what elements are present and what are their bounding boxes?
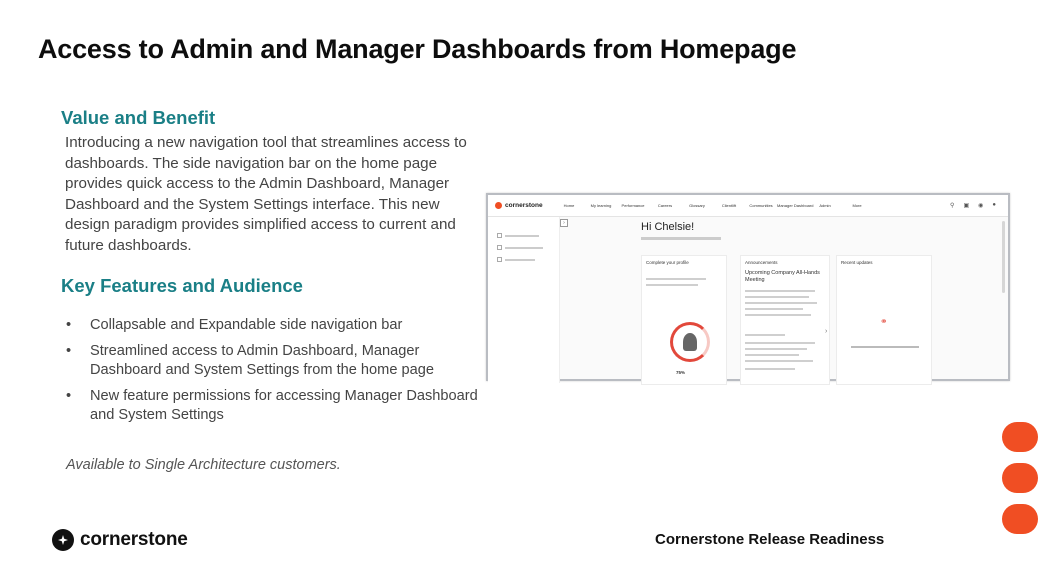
nav-item: Communities bbox=[749, 203, 773, 208]
nav-item: Clientlift bbox=[721, 203, 737, 208]
side-nav-item bbox=[497, 245, 543, 250]
bell-icon: ◉ bbox=[978, 203, 984, 209]
text-line bbox=[745, 302, 817, 304]
recent-updates-title: Recent updates bbox=[841, 260, 873, 265]
slide-title: Access to Admin and Manager Dashboards from Homepage bbox=[38, 34, 797, 64]
bullet-icon: • bbox=[66, 342, 72, 359]
recent-updates-text bbox=[851, 346, 919, 348]
list-item bbox=[66, 316, 486, 336]
side-nav-item-icon bbox=[497, 245, 502, 250]
side-nav-item bbox=[497, 257, 535, 262]
side-nav-item-icon bbox=[497, 257, 502, 262]
screenshot-brand-text: cornerstone bbox=[505, 202, 543, 209]
screenshot-greeting: Hi Chelsie! bbox=[641, 221, 695, 233]
cornerstone-logo-icon bbox=[52, 529, 74, 551]
screenshot-header-icons bbox=[950, 202, 996, 209]
text-line bbox=[745, 308, 803, 310]
nav-item: Glossary bbox=[689, 203, 705, 208]
text-line bbox=[745, 348, 807, 350]
nav-item: My learning bbox=[590, 203, 612, 208]
recent-updates-card bbox=[836, 255, 932, 385]
logo-text: cornerstone bbox=[80, 529, 188, 550]
side-nav-item bbox=[497, 233, 539, 238]
feature-text: Streamlined access to Admin Dashboard, Manager Dashboard and System Settings from the home page bbox=[90, 342, 434, 378]
scrollbar bbox=[1002, 221, 1005, 293]
screenshot-nav bbox=[553, 203, 873, 208]
search-icon: ⚲ bbox=[950, 203, 955, 209]
nav-item: Performance bbox=[621, 203, 645, 208]
decorative-dot bbox=[1002, 463, 1038, 493]
nav-item: Home bbox=[563, 203, 575, 208]
bullet-icon: • bbox=[66, 317, 72, 333]
cornerstone-logo bbox=[52, 529, 188, 551]
screenshot-logo bbox=[495, 202, 553, 209]
logo-mark-icon bbox=[495, 202, 502, 209]
text-line bbox=[745, 360, 813, 362]
screenshot-top-bar bbox=[488, 195, 1008, 217]
bullet-icon: • bbox=[66, 387, 72, 404]
cart-icon: ▣ bbox=[963, 203, 970, 209]
text-line bbox=[745, 290, 815, 292]
value-benefit-heading: Value and Benefit bbox=[61, 107, 216, 128]
text-line bbox=[745, 354, 799, 356]
nav-item: Admin bbox=[819, 203, 831, 208]
list-item bbox=[66, 387, 486, 426]
feature-text: New feature permissions for accessing Manager Dashboard and System Settings bbox=[90, 387, 478, 423]
profile-card bbox=[641, 255, 727, 385]
side-nav-item-icon bbox=[497, 233, 502, 238]
screenshot-subtext bbox=[641, 237, 721, 240]
announcements-card bbox=[740, 255, 830, 385]
nav-item: More bbox=[852, 203, 862, 208]
list-item bbox=[66, 342, 486, 381]
text-line bbox=[745, 296, 809, 298]
trophy-icon: ⚭ bbox=[880, 316, 888, 326]
availability-note: Available to Single Architecture customers. bbox=[66, 457, 341, 473]
feature-text: Collapsable and Expandable side navigation bar bbox=[90, 317, 403, 333]
nav-item: Manager Dashboard bbox=[777, 203, 814, 208]
text-line bbox=[745, 334, 785, 336]
chevron-right-icon: › bbox=[825, 328, 828, 335]
screenshot-side-nav bbox=[488, 217, 560, 383]
text-line bbox=[745, 368, 795, 370]
feature-list bbox=[66, 316, 486, 432]
collapse-toggle-icon: › bbox=[560, 219, 568, 227]
profile-percent: 75% bbox=[676, 370, 686, 375]
footer-title: Cornerstone Release Readiness bbox=[655, 531, 885, 548]
text-line bbox=[646, 278, 706, 280]
user-icon: ● bbox=[992, 202, 996, 208]
profile-progress-ring bbox=[670, 322, 710, 362]
nav-item: Careers bbox=[657, 203, 673, 208]
text-line bbox=[646, 284, 698, 286]
value-benefit-text: Introducing a new navigation tool that streamlines access to dashboards. The side navigation bar on the home page provides quick access to the Admin Dashboard, Manager Dashboard and the System Settings interface. This new design paradigm provides simplified access to current and future dashboards. bbox=[65, 134, 467, 254]
decorative-dot bbox=[1002, 422, 1038, 452]
decorative-dot bbox=[1002, 504, 1038, 534]
homepage-screenshot bbox=[486, 193, 1010, 381]
announcement-headline: Upcoming Company All-Hands Meeting bbox=[745, 270, 820, 283]
profile-card-title: Complete your profile bbox=[646, 260, 689, 265]
key-features-heading: Key Features and Audience bbox=[61, 275, 303, 296]
announcements-title: Announcements bbox=[745, 260, 778, 265]
text-line bbox=[745, 314, 811, 316]
text-line bbox=[745, 342, 815, 344]
